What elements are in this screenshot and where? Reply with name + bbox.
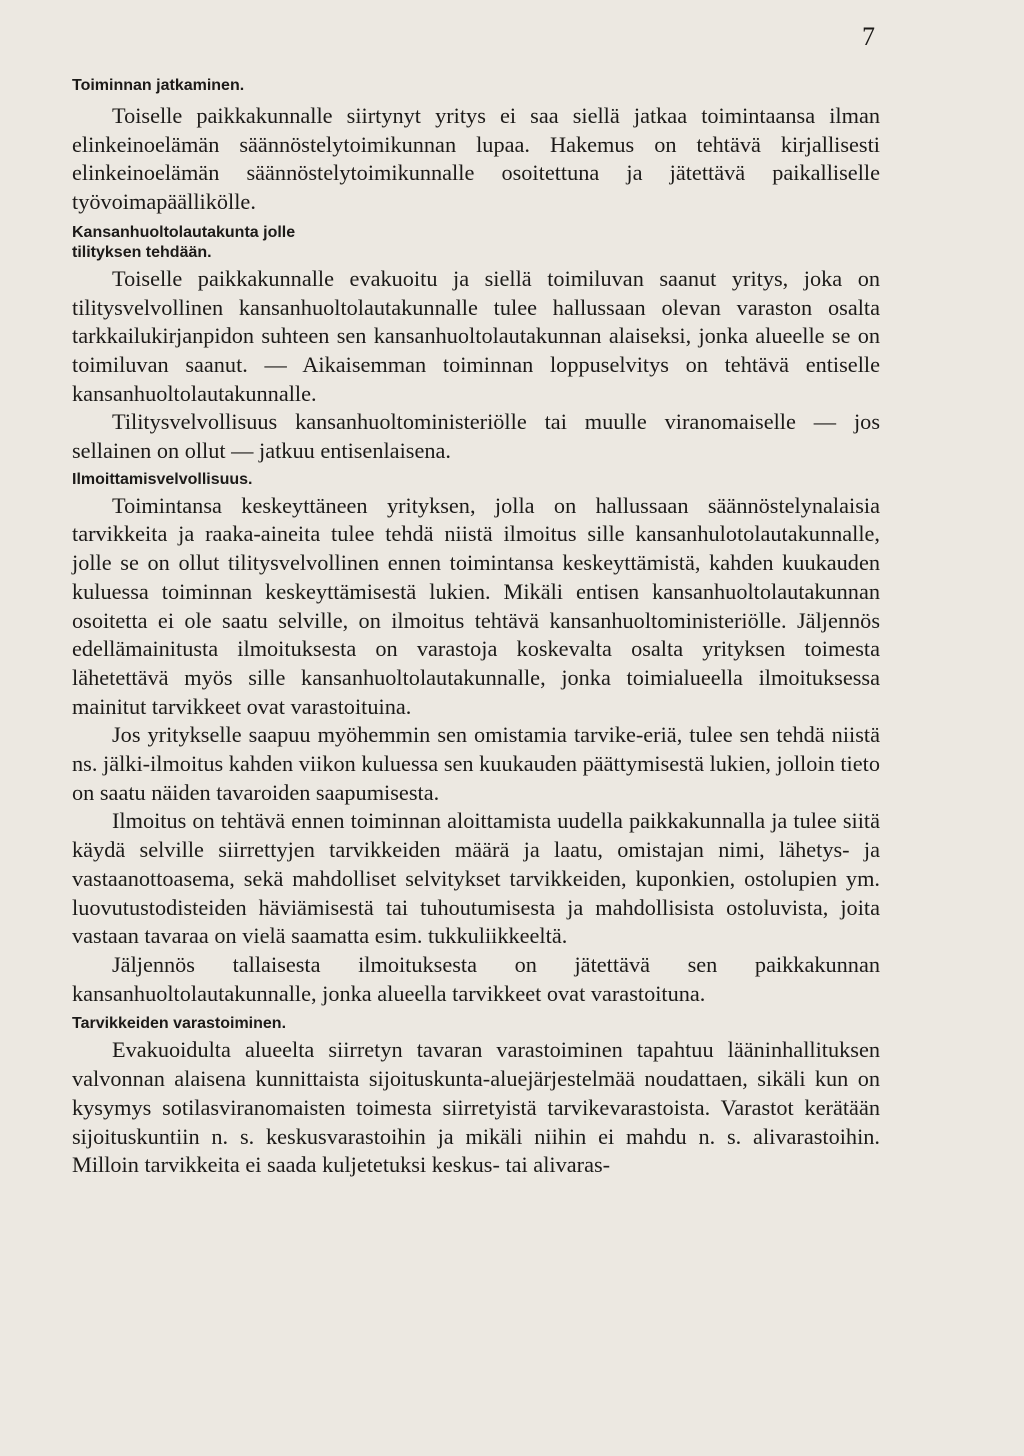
paragraph: Evakuoidulta alueelta siirretyn tavaran varastoiminen tapahtuu lääninhallituksen valvonnan alaisena kunnittaista sijoituskunta-aluejärjestelmää noudattaen, sikäli kun on kysymys sotilasviranomaisten toimesta siirretyistä tarvikevarastoista. Varastot kerätään sijoituskuntiin n. s. keskusvarastoihin ja mikäli niihin ei mahdu n. s. alivarastoihin. Milloin tarvikkeita ei saada kuljetetuksi keskus- tai alivaras- xyxy=(72,1037,880,1178)
paragraph: Toimintansa keskeyttäneen yrityksen, jolla on hallussaan säännöstelynalaisia tarvikkeita ja raaka-aineita tulee tehdä niistä ilmoitus sille kansanhulotolautakunnalle, jolle se on ollut tilitysvelvollinen ennen toimintansa keskeyttämistä, kahden kuukauden kuluessa toiminnan keskeyttämisestä lukien. Mikäli entisen kansanhuoltolautakunnan osoitetta ei ole saatu selville, on ilmoitus tehtävä kansanhuoltoministeriölle. Jäljennös edellämainitusta ilmoituksesta on varastoja koskevalta osalta yrityksen toimesta lähetettävä myös sille kansanhuoltolautakunnalle, jonka toimialueella ilmoituksessa mainitut tarvikkeet ovat varastoituina. xyxy=(72,492,880,719)
paragraph: Jos yritykselle saapuu myöhemmin sen omistamia tarvike-eriä, tulee sen tehdä niistä ns. jälki-ilmoitus kahden viikon kuluessa sen kuukauden päättymisestä lukien, jolloin tieto on saatu näiden tavaroiden saapumisesta. xyxy=(72,722,880,805)
section-heading-kansanhuoltolautakunta: Kansanhuoltolautakunta jolle tilityksen tehdään. xyxy=(72,223,296,261)
section-heading-tarvikkeiden-varastoiminen: Tarvikkeiden varastoiminen. xyxy=(72,1015,287,1033)
paragraph: Tilitysvelvollisuus kansanhuoltoministeriölle tai muulle viranomaiselle — jos sellainen on ollut — jatkuu entisenlaisena. xyxy=(72,409,880,464)
page-number: 7 xyxy=(862,22,875,51)
section-heading-toiminnan-jatkaminen: Toiminnan jatkaminen. xyxy=(72,77,245,94)
paragraph: Jäljennös tallaisesta ilmoituksesta on jätettävä sen paikkakunnan kansanhuoltolautakunnalle, jonka alueella tarvikkeet ovat varastoituna. xyxy=(72,951,880,1006)
paragraph: Ilmoitus on tehtävä ennen toiminnan aloittamista uudella paikkakunnalla ja tulee siitä käydä selville siirrettyjen tarvikkeiden määrä ja laatu, omistajan nimi, lähetys- ja vastaanottoasema, sekä mahdolliset selvitykset tarvikkeiden, kuponkien, ostolupien ym. luovutustodisteiden häviämisestä tai tuhoutumisesta ja mahdollisista ostoluvista, joita vastaan tavaraa on vielä saamatta esim. tukkuliikkeeltä. xyxy=(72,808,880,949)
page-content xyxy=(72,60,880,1180)
paragraph: Toiselle paikkakunnalle evakuoitu ja siellä toimiluvan saanut yritys, joka on tilitysvelvollinen kansanhuoltolautakunnalle tulee hallussaan olevan varaston osalta tarkkailukirjanpidon suhteen sen kansanhuoltolautakunnan alaiseksi, jonka alueelle se on toimiluvan saanut. — Aikaisemman toiminnan loppuselvitys on tehtävä entiselle kansanhuoltolautakunnalle. xyxy=(72,265,880,406)
section-heading-ilmoittamisvelvollisuus: Ilmoittamisvelvollisuus. xyxy=(72,470,253,488)
paragraph: Toiselle paikkakunnalle siirtynyt yritys ei saa siellä jatkaa toimintaansa ilman elinkeinoelämän säännöstelytoimikunnan lupaa. Hakemus on tehtävä kirjallisesti elinkeinoelämän säännöstelytoimikunnalle osoitettuna ja jätettävä paikalliselle työvoimapäällikölle. xyxy=(72,103,880,215)
